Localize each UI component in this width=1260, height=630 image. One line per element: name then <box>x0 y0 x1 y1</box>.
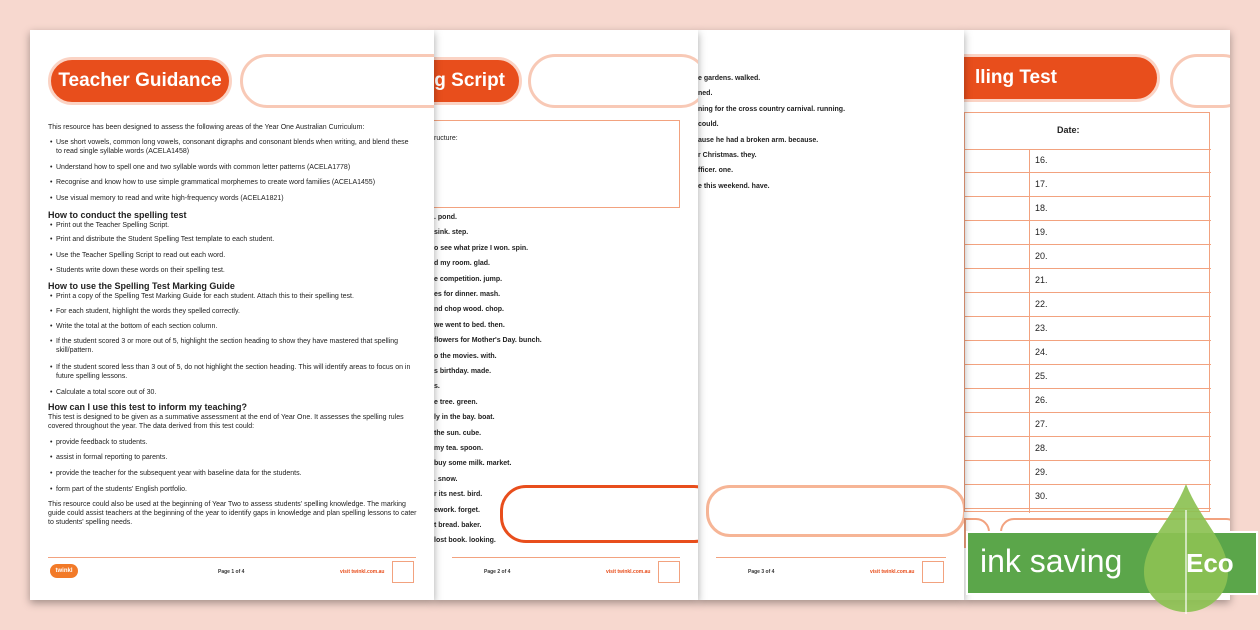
answer-row <box>965 341 1211 365</box>
script-line: o see what prize I won. spin. <box>434 244 529 252</box>
script-line: . pond. <box>434 214 457 221</box>
script-line: fficer. one. <box>698 167 734 175</box>
conduct-item: • Use the Teacher Spelling Script to read out each word. <box>56 251 225 260</box>
answer-row <box>965 269 1211 293</box>
script-line: es for dinner. mash. <box>434 291 501 298</box>
header-outline <box>240 54 434 108</box>
answer-number: 27. <box>1035 419 1048 429</box>
script-line: ause he had a broken arm. because. <box>698 136 819 144</box>
section-heading: How to use the Spelling Test Marking Guide <box>48 281 235 291</box>
script-line: ned. <box>698 90 713 98</box>
intro-text: This resource has been designed to assess the following areas of the Year One Australian Curriculum: <box>48 124 365 131</box>
section-heading: How can I use this test to inform my teaching? <box>48 402 248 412</box>
marking-item: • For each student, highlight the words they spelled correctly. <box>56 307 240 316</box>
script-line: buy some milk. market. <box>434 460 512 468</box>
spelling-box <box>706 485 964 537</box>
answer-number: 16. <box>1035 155 1048 165</box>
script-line: ly in the bay. boat. <box>434 414 495 422</box>
page-teacher-script-continued <box>698 30 964 600</box>
quality-badge-icon <box>922 561 944 583</box>
footer-line <box>452 557 680 558</box>
curriculum-item: • Use short vowels, common long vowels, consonant digraphs and consonant blends when writing, and blend these to read single syllable words (ACELA1458) <box>56 138 416 156</box>
inform-text: This test is designed to be given as a summative assessment at the end of Year One. It assesses the spelling rules covered throughout the year. The data derived from this test could: <box>48 414 404 430</box>
script-line: t bread. baker. <box>434 522 482 529</box>
script-line: o the movies. with. <box>434 352 497 360</box>
structure-label: ructure: <box>434 135 458 142</box>
footer-line <box>716 557 946 558</box>
answer-number: 30. <box>1035 491 1048 501</box>
section-heading: How to conduct the spelling test <box>48 210 187 220</box>
quality-badge-icon <box>392 561 414 583</box>
answer-number: 19. <box>1035 227 1048 237</box>
footer-line <box>48 557 416 558</box>
answer-number: 29. <box>1035 467 1048 477</box>
script-line: e gardens. walked. <box>698 75 761 82</box>
answer-number: 20. <box>1035 251 1048 261</box>
closing-text: This resource could also be used at the beginning of Year Two to assess students' spelling knowledge. The marking guide could assist teachers at the beginning of the year to identify gaps in knowledge and plan spelling lessons to cater to students' spelling needs. <box>48 501 417 526</box>
inform-item: • provide the teacher for the subsequent year with baseline data for the students. <box>56 469 302 478</box>
footer-url: visit twinkl.com.au <box>606 569 651 575</box>
answer-number: 17. <box>1035 179 1048 189</box>
answer-number: 18. <box>1035 203 1048 213</box>
answer-row <box>965 365 1211 389</box>
page-title: lling Test <box>964 54 1160 102</box>
page-number: Page 1 of 4 <box>218 569 245 575</box>
answer-row <box>965 221 1211 245</box>
conduct-item: • Print out the Teacher Spelling Script. <box>56 221 169 230</box>
answer-row <box>965 173 1211 197</box>
answer-row <box>965 197 1211 221</box>
answer-row <box>965 245 1211 269</box>
script-line: r Christmas. they. <box>698 152 757 159</box>
script-line: e this weekend. have. <box>698 182 770 190</box>
script-line: r its nest. bird. <box>434 491 483 499</box>
structure-box <box>434 120 680 208</box>
answer-row <box>965 293 1211 317</box>
curriculum-item: • Use visual memory to read and write high-frequency words (ACELA1821) <box>56 194 416 203</box>
script-line: nd chop wood. chop. <box>434 306 504 314</box>
script-line: e tree. green. <box>434 398 478 406</box>
conduct-item: • Print and distribute the Student Spelling Test template to each student. <box>56 235 274 244</box>
answer-number: 24. <box>1035 347 1048 357</box>
script-line: sink. step. <box>434 229 469 237</box>
answer-number: 23. <box>1035 323 1048 333</box>
script-line: could. <box>698 121 719 129</box>
quality-badge-icon <box>658 561 680 583</box>
ink-saving-label: ink saving <box>980 543 1123 579</box>
page-teacher-guidance <box>30 30 434 600</box>
eco-label: Eco <box>1186 548 1234 578</box>
answer-number: 28. <box>1035 443 1048 453</box>
script-line: lost book. looking. <box>434 537 496 545</box>
page-title: g Script <box>434 57 522 105</box>
script-line: flowers for Mother's Day. bunch. <box>434 337 542 345</box>
script-line: ning for the cross country carnival. running. <box>698 105 846 113</box>
page-title: Teacher Guidance <box>48 57 232 105</box>
spelling-box <box>500 485 698 543</box>
marking-item: • If the student scored less than 3 out of 5, do not highlight the section heading. This will identify areas to focus on in future spelling lessons. <box>56 363 416 381</box>
header-outline <box>528 54 698 108</box>
script-line: s. <box>434 383 440 391</box>
answer-number: 21. <box>1035 275 1048 285</box>
script-line: . snow. <box>434 475 458 483</box>
header-outline <box>1170 54 1230 108</box>
script-line: my tea. spoon. <box>434 445 484 452</box>
curriculum-item: • Recognise and know how to use simple grammatical morphemes to create word families (ACELA1455) <box>56 178 416 187</box>
script-line: s birthday. made. <box>434 368 492 375</box>
marking-item: • If the student scored 3 or more out of 5, highlight the section heading to show they have mastered that spelling skill/pattern. <box>56 337 416 355</box>
inform-item: • assist in formal reporting to parents. <box>56 453 167 462</box>
inform-item: • provide feedback to students. <box>56 438 147 447</box>
footer-url: visit twinkl.com.au <box>340 569 385 575</box>
answer-row <box>965 437 1211 461</box>
script-line: the sun. cube. <box>434 429 482 437</box>
page-number: Page 3 of 4 <box>748 569 775 575</box>
script-line: we went to bed. then. <box>434 321 505 329</box>
inform-item: • form part of the students' English portfolio. <box>56 485 187 494</box>
answer-row <box>965 149 1211 173</box>
script-line: e competition. jump. <box>434 275 503 283</box>
marking-item: • Print a copy of the Spelling Test Marking Guide for each student. Attach this to their spelling test. <box>56 292 416 301</box>
script-line: ework. forget. <box>434 506 480 514</box>
answer-row <box>965 317 1211 341</box>
answer-row <box>965 389 1211 413</box>
answer-number: 25. <box>1035 371 1048 381</box>
footer-url: visit twinkl.com.au <box>870 569 915 575</box>
answer-number: 22. <box>1035 299 1048 309</box>
page-teacher-script <box>434 30 698 600</box>
script-line: d my room. glad. <box>434 260 491 268</box>
answer-row <box>965 413 1211 437</box>
twinkl-logo: twinkl <box>50 564 78 578</box>
answer-table <box>964 112 1210 512</box>
page-number: Page 2 of 4 <box>484 569 511 575</box>
marking-item: • Write the total at the bottom of each section column. <box>56 322 217 331</box>
marking-item: • Calculate a total score out of 30. <box>56 388 156 397</box>
curriculum-item: • Understand how to spell one and two syllable words with common letter patterns (ACELA1778) <box>56 163 416 172</box>
conduct-item: • Students write down these words on their spelling test. <box>56 266 225 275</box>
date-label: Date: <box>1057 125 1080 135</box>
answer-number: 26. <box>1035 395 1048 405</box>
